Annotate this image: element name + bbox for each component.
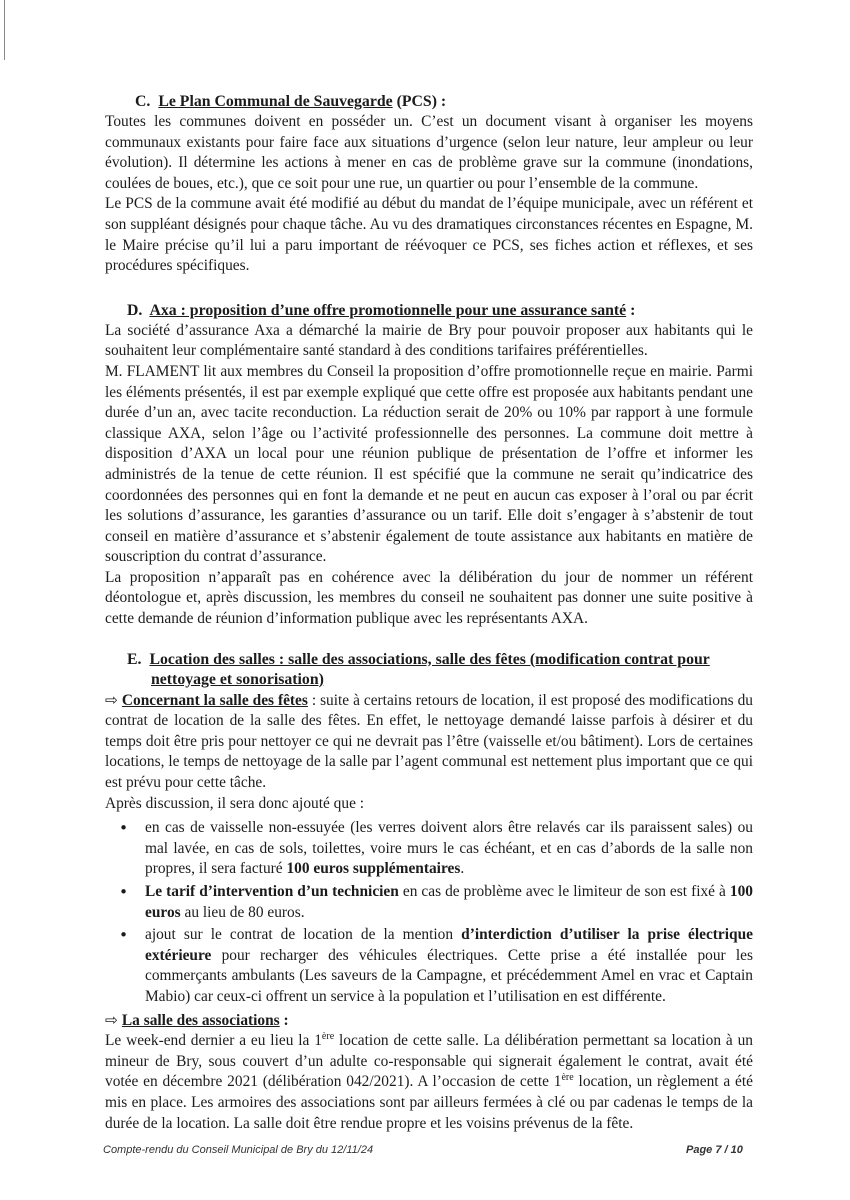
section-c-paragraph-1: Toutes les communes doivent en posséder un. C’est un document visant à organiser les moyens communaux existants pour faire face aux situations d’urgence (selon leur nature, leur ampleur ou leur évolution). Il détermine les actions à mener en cas de problème grave sur la commune (inondations, coulées de boues, etc.), que ce soit pour une rue, un quartier ou pour l’ensemble de la commune. <box>105 113 753 192</box>
list-item-text: ajout sur le contrat de location de la mention <box>145 926 462 944</box>
footer-page-number: Page 7 / 10 <box>686 1144 743 1156</box>
list-item-bold: 100 euros supplémentaires <box>286 860 461 878</box>
text-part-2: location de cette salle. La délibération permettant sa location à un mineur de Bry, sous couvert d’un adulte co-responsable qui signerait également le contrat, avait été votée en décembre 2021 (délibération 042/2021). A l’occasion de cette 1 <box>105 1032 753 1091</box>
list-item <box>119 818 753 880</box>
text-part-1: Le week-end dernier a eu lieu la 1 <box>105 1032 322 1050</box>
right-arrow-icon: ⇨ <box>105 690 118 709</box>
subsection-salle-des-associations-heading <box>105 1010 753 1032</box>
list-item-text-end: pour recharger des véhicules électriques. Cette prise a été installée pour les commerçants ambulants (Les saveurs de la Campagne, et précédemment Amel en vrac et Captain Mabio) car ceux-ci offrent un service à la population et l’utilisation en est différente. <box>145 946 753 1005</box>
list-item-text-end: au lieu de 80 euros. <box>180 903 305 921</box>
list-item-text-end: . <box>460 860 465 878</box>
superscript-ere: ère <box>321 1031 335 1043</box>
section-d-letter: D. <box>127 301 143 319</box>
section-e-heading <box>127 650 753 690</box>
superscript-ere: ère <box>561 1072 574 1084</box>
subsection-salle-des-fetes-title: Concernant la salle des fêtes <box>121 691 308 709</box>
subsection-salle-des-fetes-text: : suite à certains retours de location, il est proposé des modifications du contrat de location de la salle des fêtes. En effet, le nettoyage demandé laisse parfois à désirer et du temps doit être pris pour nettoyer ce qui ne devrait pas l’être (vaisselle et/ou bâtiment). Lors de certaines locations, le temps de nettoyage de la salle par l’agent communal est nettement plus important que ce qui est prévu pour cette tâche. <box>105 691 753 792</box>
list-item-text: en cas de vaisselle non-essuyée (les verres doivent alors être relavés car ils paraissent sales) ou mal lavée, en cas de sols, toilettes, voire murs le cas échéant, et en cas d’abords de la salle non propres, il sera facturé <box>145 819 753 878</box>
bullet-icon: • <box>119 926 129 945</box>
subsection-salle-des-fetes-after: Après discussion, il sera donc ajouté que : <box>105 794 365 812</box>
subsection-salle-des-associations-suffix: : <box>279 1011 289 1029</box>
list-item <box>119 925 753 1007</box>
list-item-bold: 100 euros <box>145 883 753 921</box>
section-d-heading <box>127 301 753 321</box>
subsection-salle-des-fetes <box>105 690 753 794</box>
section-c-paragraph-2: Le PCS de la commune avait été modifié au début du mandat de l’équipe municipale, avec un référent et son suppléant désignés pour chaque tâche. Au vu des dramatiques circonstances récentes en Espagne, M. le Maire précise qu’il lui a paru important de réévoquer ce PCS, ses fiches action et réflexes, et ses procédures spécifiques. <box>105 195 753 275</box>
subsection-salle-des-fetes-heading <box>105 692 308 709</box>
section-d-paragraph-2: M. FLAMENT lit aux membres du Conseil la proposition d’offre promotionnelle reçue en mairie. Parmi les éléments présentés, il est par exemple expliqué que cette offre est proposée aux habitants pendant une durée d’un an, avec tacite reconduction. La réduction serait de 20% ou 10% par rapport à une formule classique AXA, selon l’âge ou l’activité professionnelle des personnes. La commune doit mettre à disposition d’AXA un local pour une réunion publique de présentation de l’offre et informer les administrés de la tenue de cette réunion. Il est spécifié que la commune ne serait qu’indicatrice des coordonnées des personnes qui en font la demande et ne peut en aucun cas exposer à l’oral ou par écrit les solutions d’assurance, les garanties d’assurance ou un tarif. Elle doit s’engager à s’abstenir de tout conseil en matière d’assurance et s’abstenir également de toute assistance aux habitants en matière de souscription du contrat d’assurance. <box>105 362 753 566</box>
section-c-letter: C. <box>135 93 151 110</box>
bullet-icon: • <box>119 883 129 901</box>
bullet-icon: • <box>119 819 129 838</box>
section-e <box>105 650 753 1134</box>
section-d-paragraph-3: La proposition n’apparaît pas en cohérence avec la délibération du jour de nommer un référent déontologue et, après discussion, les membres du conseil ne souhaitent pas donner une suite positive à cette demande de réunion d’information publique avec les représentants AXA. <box>105 568 753 628</box>
section-d <box>105 301 753 630</box>
text-part-3: location, un règlement a été mis en place. Les armoires des associations sont par ailleurs fermées à clé ou par cadenas le temps de la durée de la location. La salle doit être rendue propre et les voisins prévenus de la fête. <box>105 1073 753 1132</box>
binder-mark <box>4 0 5 60</box>
list-item-bold: d’interdiction d’utiliser la prise électrique extérieure <box>145 926 753 964</box>
list-item-text: en cas de problème avec le limiteur de son est fixé à <box>398 883 730 900</box>
section-d-title-suffix: : <box>626 301 636 319</box>
section-d-title: Axa : proposition d’une offre promotionnelle pour une assurance santé <box>149 301 627 319</box>
subsection-salle-des-associations-text <box>105 1031 753 1134</box>
list-item <box>119 882 753 923</box>
section-c-title-suffix: (PCS) : <box>392 93 447 110</box>
right-arrow-icon: ⇨ <box>105 1010 118 1029</box>
section-c-heading <box>135 92 753 112</box>
footer-document-title: Compte-rendu du Conseil Municipal de Bry du 12/11/24 <box>103 1144 374 1156</box>
document-page <box>105 92 753 1134</box>
section-e-title: Location des salles : salle des associations, salle des fêtes (modification contrat pour nettoyage et sonorisation) <box>149 650 710 688</box>
section-c <box>105 92 753 277</box>
section-e-letter: E. <box>127 650 142 668</box>
section-c-title: Le Plan Communal de Sauvegarde <box>158 93 393 110</box>
bullet-list <box>105 818 753 1007</box>
subsection-salle-des-associations-title: La salle des associations <box>121 1011 280 1029</box>
section-d-paragraph-1: La société d’assurance Axa a démarché la mairie de Bry pour pouvoir proposer aux habitants qui le souhaitent leur complémentaire santé standard à des conditions tarifaires préférentielles. <box>105 321 753 360</box>
list-item-bold-lead: Le tarif d’intervention d’un technicien <box>145 883 399 900</box>
